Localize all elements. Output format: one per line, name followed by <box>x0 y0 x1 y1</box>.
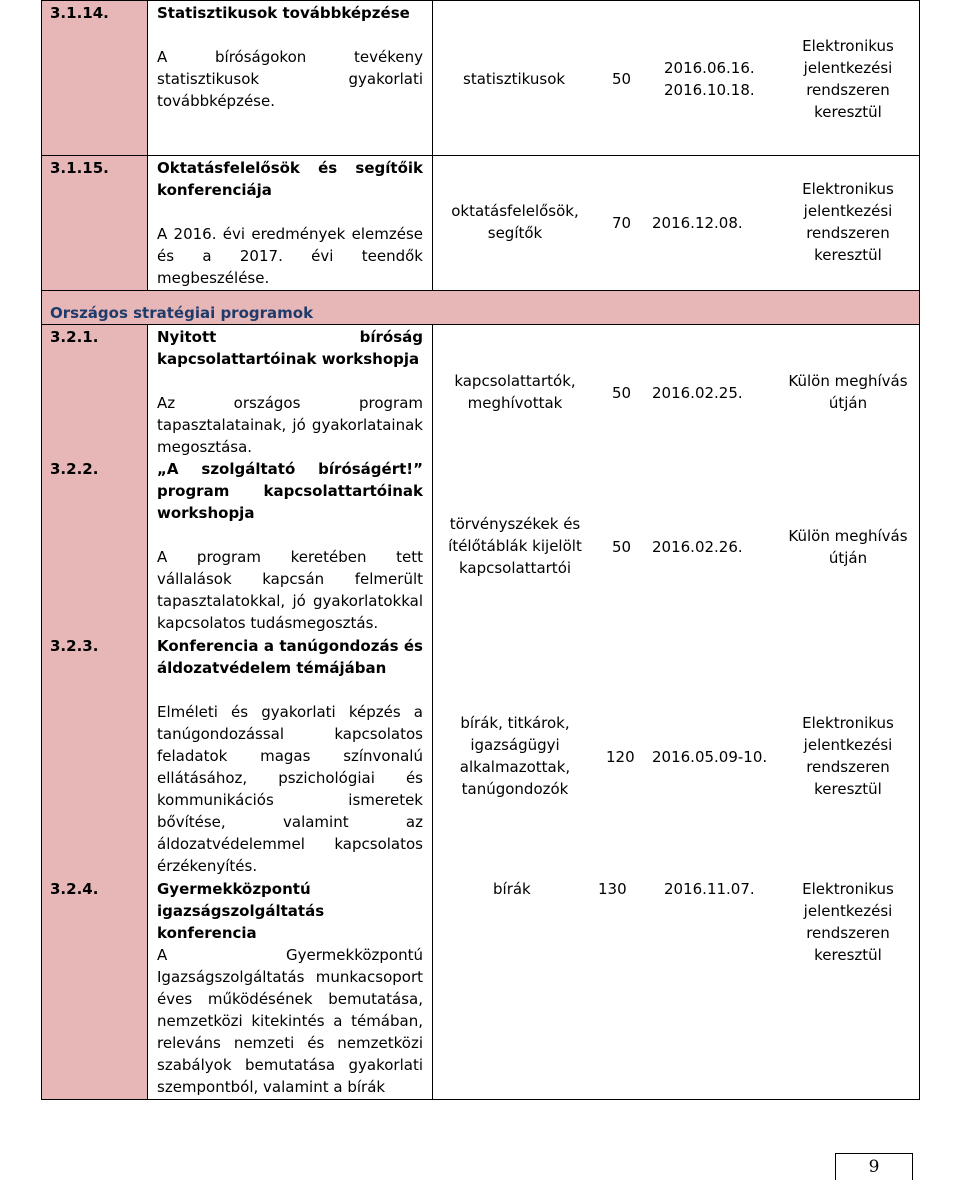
row-title: „A szolgáltató bíróságért!” program kapcsolattartóinak workshopja <box>157 460 423 522</box>
row-title: Oktatásfelelősök és segítőik konferenciája <box>157 159 423 199</box>
row-audience: kapcsolattartók, meghívottak <box>454 372 576 412</box>
table-bottom-border <box>41 1099 920 1100</box>
row-count: 130 <box>598 880 627 898</box>
row-description: A Gyermekközpontú Igazságszolgáltatás munkacsoport éves működésének bemutatása, nemzetközi kitekintés a témában, releváns nemzeti és nemzetközi szabályok bemutatása gyakorlati szempontból, valamint a bírák <box>157 946 423 1096</box>
row-audience: bírák, titkárok, igazságügyi alkalmazottak, tanúgondozók <box>459 714 571 798</box>
row-registration: Külön meghívás útján <box>788 527 908 567</box>
row-description: A program keretében tett vállalások kapcsán felmerült tapasztalatokkal, jó gyakorlatokkal kapcsolatos tudásmegosztás. <box>157 548 423 632</box>
row-date: 2016.05.09-10. <box>652 748 768 766</box>
table-left-border <box>41 0 42 1100</box>
row-divider <box>41 290 920 291</box>
row-title: Konferencia a tanúgondozás és áldozatvédelem témájában <box>157 637 423 677</box>
row-registration: Elektronikus jelentkezési rendszeren keresztül <box>802 714 894 798</box>
row-description: A 2016. évi eredmények elemzése és a 2017. évi teendők megbeszélése. <box>157 225 423 287</box>
row-code: 3.2.2. <box>50 460 99 478</box>
row-description: Az országos program tapasztalatainak, jó gyakorlatainak megosztása. <box>157 394 423 456</box>
row-date: 2016.02.25. <box>652 384 743 402</box>
row-code: 3.2.1. <box>50 328 99 346</box>
column-divider <box>432 0 433 290</box>
column-divider <box>432 324 433 1100</box>
row-registration: Elektronikus jelentkezési rendszeren keresztül <box>802 180 894 264</box>
column-divider <box>919 0 920 1100</box>
row-title: Nyitott bíróság kapcsolattartóinak workshopja <box>157 328 423 368</box>
row-divider <box>41 324 920 325</box>
code-column-shade-bottom <box>41 324 147 1099</box>
row-count: 50 <box>612 70 632 88</box>
page-number: 9 <box>835 1153 913 1180</box>
row-code: 3.1.15. <box>50 159 109 177</box>
row-description: Elméleti és gyakorlati képzés a tanúgondozással kapcsolatos feladatok magas színvonalú ellátásához, pszichológiai és kommunikációs ismeretek bővítése, valamint az áldozatvédelemmel kapcsolatos érzékenyítés. <box>157 703 423 875</box>
row-registration: Elektronikus jelentkezési rendszeren keresztül <box>802 37 894 121</box>
row-count: 50 <box>612 538 632 556</box>
row-code: 3.2.3. <box>50 637 99 655</box>
row-title: Gyermekközpontú igazságszolgáltatás konferencia <box>157 880 325 942</box>
row-divider <box>41 155 920 156</box>
column-divider <box>147 0 148 290</box>
table-top-border <box>41 0 920 1</box>
row-date: 2016.02.26. <box>652 538 743 556</box>
section-heading: Országos stratégiai programok <box>50 304 314 322</box>
column-divider <box>147 324 148 1100</box>
row-title: Statisztikusok továbbképzése <box>157 4 410 22</box>
row-count: 120 <box>606 748 635 766</box>
row-audience: bírák <box>493 880 531 898</box>
row-audience: statisztikusok <box>463 70 566 88</box>
row-registration: Külön meghívás útján <box>788 372 908 412</box>
row-description: A bíróságokon tevékeny statisztikusok gyakorlati továbbképzése. <box>157 48 423 110</box>
row-count: 50 <box>612 384 632 402</box>
row-date: 2016.11.07. <box>664 880 755 898</box>
row-count: 70 <box>612 214 632 232</box>
row-registration: Elektronikus jelentkezési rendszeren keresztül <box>802 880 894 964</box>
row-code: 3.2.4. <box>50 880 99 898</box>
code-column-shade-top <box>41 0 147 290</box>
row-audience: törvényszékek és ítélőtáblák kijelölt kapcsolattartói <box>448 515 582 577</box>
row-audience: oktatásfelelősök, segítők <box>451 202 579 242</box>
row-code: 3.1.14. <box>50 4 109 22</box>
row-date: 2016.12.08. <box>652 214 743 232</box>
row-date: 2016.06.16. 2016.10.18. <box>664 59 755 99</box>
